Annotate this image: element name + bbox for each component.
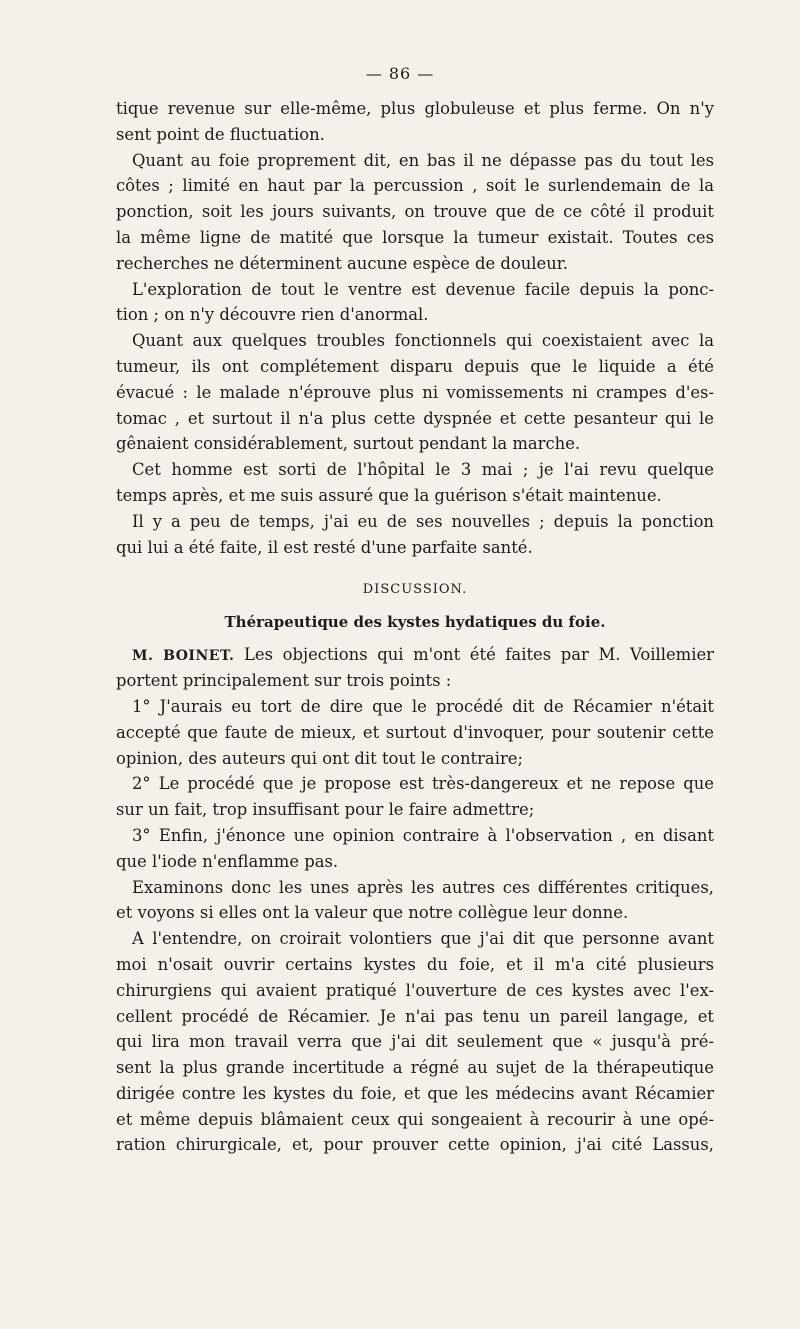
text-line: temps après, et me suis assuré que la guérison s'était maintenue. (116, 485, 662, 505)
discussion-body (116, 694, 714, 1158)
text-line: et voyons si elles ont la valeur que notre collègue leur donne. (116, 903, 629, 923)
discussion-heading: DISCUSSION. (362, 582, 468, 598)
speaker-name: M. BOINET. (132, 648, 235, 665)
text-line: qui lira mon travail verra que j'ai dit seulement que « jusqu'à pré- (116, 1032, 714, 1052)
text-line: ration chirurgicale, et, pour prouver cette opinion, j'ai cité Lassus, (116, 1135, 714, 1155)
page-number: — 86 — (365, 64, 435, 83)
text-line: cellent procédé de Récamier. Je n'ai pas tenu un pareil langage, et (116, 1006, 714, 1026)
paragraph (116, 457, 714, 509)
body-text (116, 96, 714, 1158)
text-line: que l'iode n'enflamme pas. (116, 851, 339, 871)
text-line: dirigée contre les kystes du foie, et que les médecins avant Récamier (116, 1083, 714, 1103)
text-line: moi n'osait ouvrir certains kystes du foie, et il m'a cité plusieurs (116, 954, 714, 974)
text-line: chirurgiens qui avaient pratiqué l'ouverture de ces kystes avec l'ex- (116, 980, 714, 1000)
text-line: gênaient considérablement, surtout pendant la marche. (116, 434, 581, 454)
text-line: 1° J'aurais eu tort de dire que le procédé dit de Récamier n'était (132, 696, 714, 716)
paragraph (116, 148, 714, 277)
discussion-subtitle: Thérapeutique des kystes hydatiques du foie. (224, 613, 606, 632)
text-line: tomac , et surtout il n'a plus cette dyspnée et cette pesanteur qui le (116, 408, 714, 428)
paragraph (116, 926, 714, 1158)
speaker-line (116, 642, 714, 668)
text-line: sur un fait, trop insuffisant pour le faire admettre; (116, 800, 535, 820)
text-line: opinion, des auteurs qui ont dit tout le contraire; (116, 748, 523, 768)
text-line: recherches ne déterminent aucune espèce de douleur. (116, 253, 569, 273)
paragraph (116, 694, 714, 771)
text-line: Il y a peu de temps, j'ai eu de ses nouvelles ; depuis la ponction (132, 511, 714, 531)
paragraph (116, 328, 714, 457)
text-line: Cet homme est sorti de l'hôpital le 3 mai ; je l'ai revu quelque (132, 460, 714, 480)
text-line: A l'entendre, on croirait volontiers que j'ai dit que personne avant (132, 929, 714, 949)
case-report-section (116, 96, 714, 560)
text-line: qui lui a été faite, il est resté d'une parfaite santé. (116, 537, 533, 557)
speaker-line-text: Les objections qui m'ont été faites par M. Voillemier (244, 645, 714, 665)
text-line: accepté que faute de mieux, et surtout d'invoquer, pour soutenir cette (116, 722, 714, 742)
paragraph (116, 771, 714, 823)
paragraph (116, 509, 714, 561)
paragraph (116, 277, 714, 329)
paragraph (116, 823, 714, 875)
paragraph (116, 875, 714, 927)
text-line: sent la plus grande incertitude a régné au sujet de la thérapeutique (116, 1058, 714, 1078)
text-line: ponction, soit les jours suivants, on trouve que de ce côté il produit (116, 202, 714, 222)
text-line: sent point de fluctuation. (116, 124, 325, 144)
text-line: Quant au foie proprement dit, en bas il ne dépasse pas du tout les (132, 150, 714, 170)
text-line: Examinons donc les unes après les autres ces différentes critiques, (132, 877, 714, 897)
text-line: côtes ; limité en haut par la percussion , soit le surlendemain de la (116, 176, 714, 196)
text-line: 3° Enfin, j'énonce une opinion contraire à l'observation , en disant (132, 825, 714, 845)
text-line: Quant aux quelques troubles fonctionnels qui coexistaient avec la (132, 331, 714, 351)
text-line: tique revenue sur elle-même, plus globuleuse et plus ferme. On n'y (116, 99, 714, 118)
text-line: évacué : le malade n'éprouve plus ni vomissements ni crampes d'es- (116, 382, 714, 402)
text-line: L'exploration de tout le ventre est devenue facile depuis la ponc- (132, 279, 714, 299)
text-line: 2° Le procédé que je propose est très-dangereux et ne repose que (132, 774, 714, 794)
text-line: tion ; on n'y découvre rien d'anormal. (116, 305, 429, 325)
text-line: la même ligne de matité que lorsque la tumeur existait. Toutes ces (116, 227, 714, 247)
speaker-line-2: portent principalement sur trois points : (116, 671, 452, 691)
text-line: et même depuis blâmaient ceux qui songeaient à recourir à une opé- (116, 1109, 714, 1129)
paragraph (116, 96, 714, 148)
text-line: tumeur, ils ont complétement disparu depuis que le liquide a été (116, 356, 714, 376)
